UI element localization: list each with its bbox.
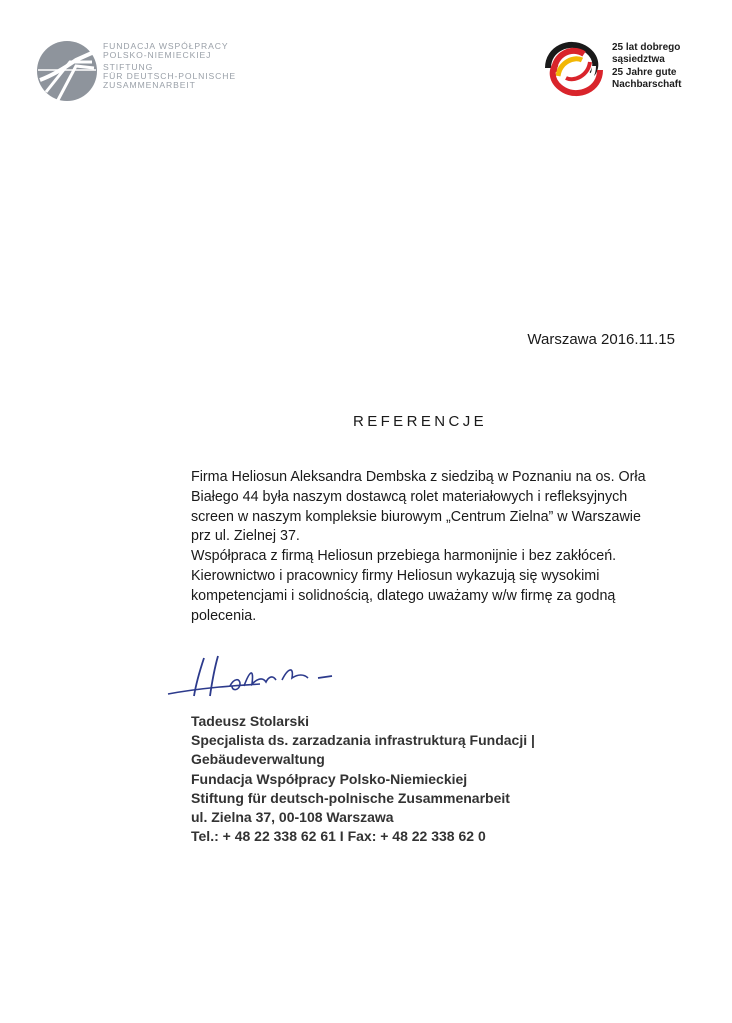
foundation-emblem-icon [36,40,98,102]
anniversary-logo [540,36,720,102]
body-line: polecenia. [191,607,257,624]
anniversary-ribbon-icon [540,36,608,102]
letter-date: Warszawa 2016.11.15 [527,331,675,348]
logo-line: ZUSAMMENARBEIT [103,79,196,90]
signature-line: Tadeusz Stolarski [191,713,310,729]
signature-line: Fundacja Współpracy Polsko-Niemieckiej [191,770,468,787]
foundation-logo [36,40,236,104]
body-line: Firma Heliosun Aleksandra Dembska z siedzibą w Poznaniu na os. Orła [191,469,646,485]
logo-line: POLSKO-NIEMIECKIEJ [103,49,212,60]
letter-body [191,468,671,626]
body-line: Kierownictwo i pracownicy firmy Heliosun wykazują się wysokimi [191,567,600,584]
logo-line: FÜR DEUTSCH-POLNISCHE [103,70,237,81]
logo-line: Nachbarschaft [612,78,682,90]
signature-line: Tel.: + 48 22 338 62 61 I Fax: + 48 22 338 62 0 [191,828,486,845]
body-line: screen w naszym kompleksie biurowym „Centrum Zielna” w Warszawie [191,508,641,525]
logo-line: sąsiedztwa [612,53,665,65]
signature-line: Specjalista ds. zarzadzania infrastrukturą Fundacji | [191,732,535,749]
body-line: Białego 44 była naszym dostawcą rolet materiałowych i refleksyjnych [191,488,628,505]
signature-line: Stiftung für deutsch-polnische Zusammenarbeit [191,789,510,806]
logo-line: STIFTUNG [103,61,154,72]
signature-line: ul. Zielna 37, 00-108 Warszawa [191,809,394,826]
body-line: Współpraca z firmą Heliosun przebiega harmonijnie i bez zakłóceń. [191,548,617,565]
body-line: kompetencjami i solidnością, dlatego uważamy w/w firmę za godną [191,587,616,604]
foundation-logo-text [103,42,243,90]
logo-line: 25 lat dobrego [612,42,681,53]
anniversary-logo-text [612,42,722,90]
letter-title: REFERENCJE [352,413,487,430]
signature-block [191,712,671,846]
logo-line: 25 Jahre gute [612,67,677,79]
body-line: prz ul. Zielnej 37. [191,528,300,545]
handwritten-signature [160,650,360,706]
signature-line: Gebäudeverwaltung [191,751,325,768]
logo-line: FUNDACJA WSPÓŁPRACY [103,41,229,51]
